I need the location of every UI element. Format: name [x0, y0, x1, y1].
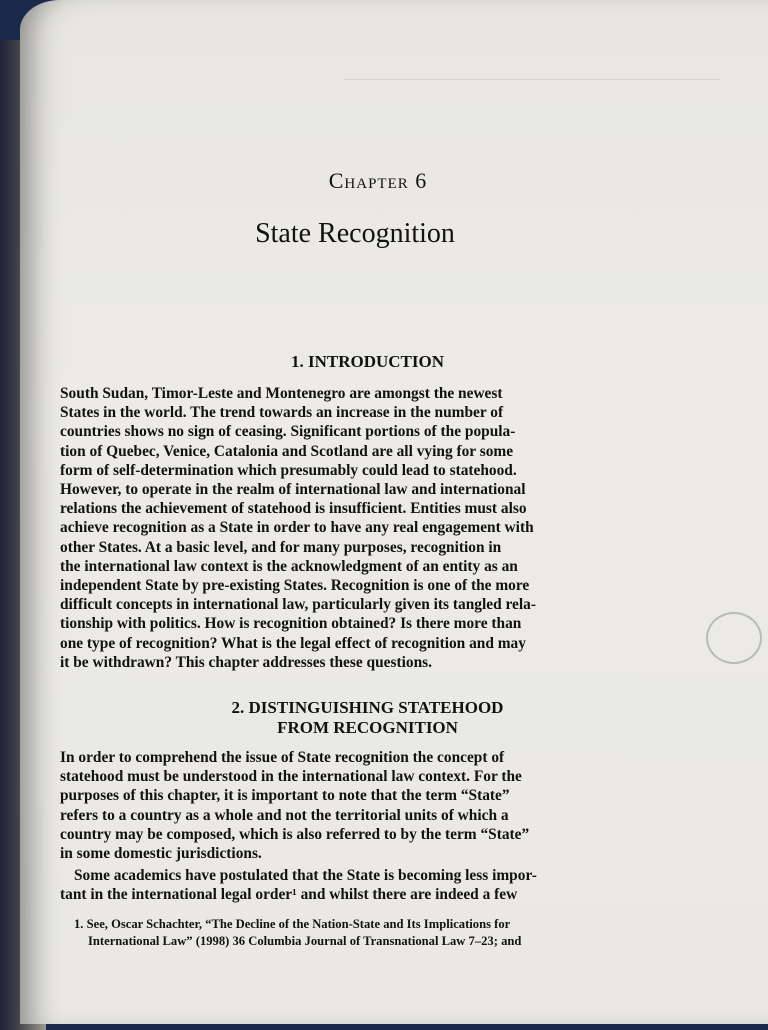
- footnote-line: 1. See, Oscar Schachter, “The Decline of the Nation-State and Its Implications for: [74, 917, 511, 931]
- heading-line: FROM RECOGNITION: [277, 718, 458, 737]
- text-line: achieve recognition as a State in order to have any real engagement with: [60, 519, 534, 537]
- text-line: it be withdrawn? This chapter addresses these questions.: [60, 653, 432, 671]
- library-stamp: [706, 612, 762, 664]
- text-line: However, to operate in the realm of international law and international: [60, 481, 526, 499]
- text-line: countries shows no sign of ceasing. Significant portions of the popula-: [60, 423, 516, 441]
- heading-line: 2. DISTINGUISHING STATEHOOD: [231, 698, 504, 717]
- text-line: refers to a country as a whole and not the territorial units of which a: [60, 806, 509, 824]
- bleed-through-text: _______________________________________________: [344, 65, 720, 82]
- text-line: relations the achievement of statehood is insufficient. Entities must also: [60, 500, 527, 518]
- section-heading-distinguishing-statehood: [60, 698, 675, 738]
- text-line: other States. At a basic level, and for many purposes, recognition in: [60, 538, 502, 556]
- text-line: form of self-determination which presumably could lead to statehood.: [60, 461, 517, 479]
- text-line: one type of recognition? What is the legal effect of recognition and may: [60, 634, 526, 652]
- text-line: tionship with politics. How is recognition obtained? Is there more than: [60, 615, 522, 633]
- text-line: country may be composed, which is also referred to by the term “State”: [60, 825, 530, 843]
- academics-paragraph: [60, 866, 675, 904]
- footnote: [60, 916, 675, 950]
- text-line: tant in the international legal order¹ and whilst there are indeed a few: [60, 886, 518, 904]
- text-line: tion of Quebec, Venice, Catalonia and Scotland are all vying for some: [60, 442, 514, 460]
- text-line: South Sudan, Timor-Leste and Montenegro are amongst the newest: [60, 385, 503, 402]
- text-line: In order to comprehend the issue of State recognition the concept of: [60, 749, 505, 766]
- text-line: statehood must be understood in the international law context. For the: [60, 768, 522, 786]
- text-line: States in the world. The trend towards an increase in the number of: [60, 404, 504, 422]
- footnote-line: International Law” (1998) 36 Columbia Journal of Transnational Law 7–23; and: [88, 934, 522, 948]
- text-line: in some domestic jurisdictions.: [60, 845, 262, 863]
- text-line: independent State by pre-existing States. Recognition is one of the more: [60, 577, 530, 595]
- text-line: the international law context is the acknowledgment of an entity as an: [60, 557, 518, 575]
- text-line: difficult concepts in international law, particularly given its tangled rela-: [60, 596, 536, 614]
- section-heading-introduction: 1. INTRODUCTION: [290, 352, 445, 371]
- text-line: purposes of this chapter, it is important to note that the term “State”: [60, 787, 510, 805]
- statehood-paragraph: [60, 748, 675, 863]
- introduction-paragraph: [60, 384, 675, 672]
- chapter-number: Chapter 6: [328, 168, 428, 193]
- text-line: Some academics have postulated that the State is becoming less impor-: [74, 867, 537, 884]
- chapter-title: State Recognition: [255, 218, 455, 249]
